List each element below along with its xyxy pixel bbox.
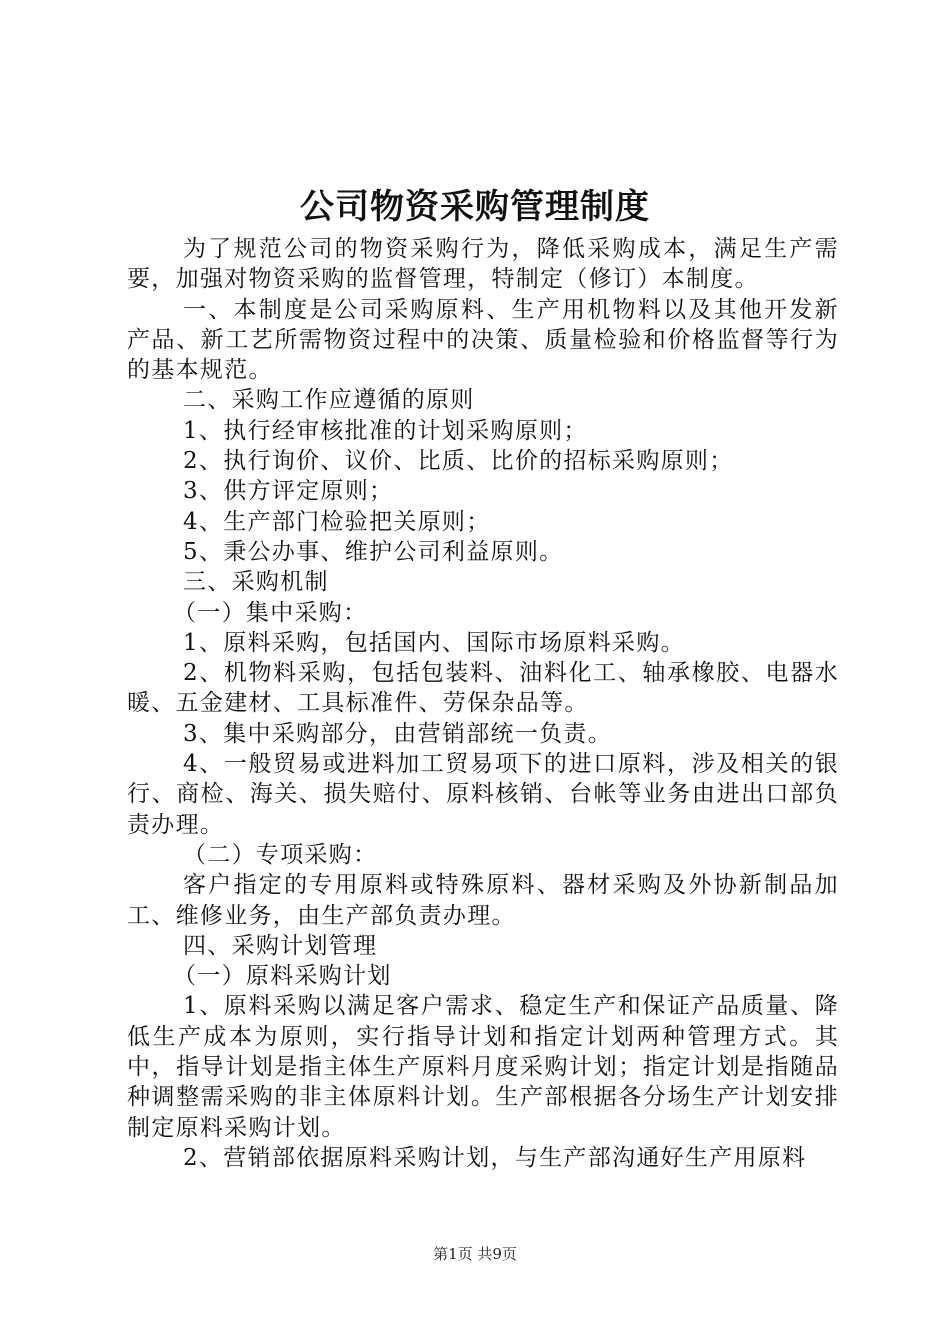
list-item: 4、生产部门检验把关原则； [183, 508, 491, 535]
list-item: 5、秉公办事、维护公司利益原则。 [183, 538, 564, 565]
paragraph-intro: 为了规范公司的物资采购行为，降低采购成本，满足生产需要，加强对物资采购的监督管理，特制定（修订）本制度。 [127, 236, 839, 293]
list-item: 1、原料采购以满足客户需求、稳定生产和保证产品质量、降低生产成本为原则，实行指导计划和指定计划两种管理方式。其中，指导计划是指主体生产原料月度采购计划；指定计划是指随品种调整需采购的非主体原料计划。生产部根据各分场生产计划安排制定原料采购计划。 [127, 993, 839, 1141]
heading-section-3: 三、采购机制 [183, 569, 329, 596]
heading-section-4: 四、采购计划管理 [183, 932, 378, 959]
list-item: 2、执行询价、议价、比质、比价的招标采购原则； [183, 448, 734, 475]
list-item: 3、集中采购部分，由营销部统一负责。 [183, 720, 613, 747]
subheading-centralized-purchasing: （一）集中采购： [173, 599, 368, 626]
list-item: 2、营销部依据原料采购计划，与生产部沟通好生产用原料 [183, 1144, 807, 1171]
list-item: 1、执行经审核批准的计划采购原则； [183, 417, 588, 444]
list-item: 1、原料采购，包括国内、国际市场原料采购。 [183, 629, 685, 656]
paragraph-special-purchasing: 客户指定的专用原料或特殊原料、器材采购及外协新制品加工、维修业务，由生产部负责办理。 [127, 872, 839, 929]
list-item: 3、供方评定原则； [183, 478, 394, 505]
subheading-raw-material-plan: （一）原料采购计划 [173, 963, 392, 990]
heading-section-2: 二、采购工作应遵循的原则 [183, 387, 475, 414]
list-item: 2、机物料采购，包括包装料、油料化工、轴承橡胶、电器水暖、五金建材、工具标准件、劳保杂品等。 [127, 660, 839, 717]
document-title: 公司物资采购管理制度 [300, 187, 650, 227]
document-body [127, 234, 839, 1173]
page-footer: 第1页 共9页 [433, 1245, 517, 1263]
subheading-special-purchasing: （二）专项采购： [183, 841, 378, 868]
paragraph-section-1: 一、本制度是公司采购原料、生产用机物料以及其他开发新产品、新工艺所需物资过程中的决策、质量检验和价格监督等行为的基本规范。 [127, 296, 839, 384]
list-item: 4、一般贸易或进料加工贸易项下的进口原料，涉及相关的银行、商检、海关、损失赔付、原料核销、台帐等业务由进出口部负责办理。 [127, 751, 839, 838]
